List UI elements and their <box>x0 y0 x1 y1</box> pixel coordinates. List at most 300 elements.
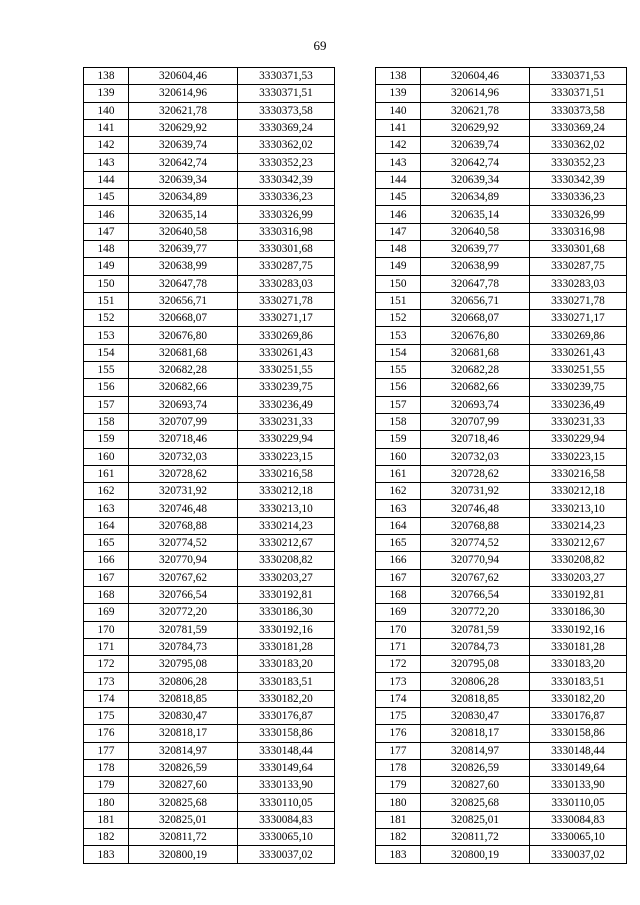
y-coordinate-cell: 3330133,90 <box>530 777 627 794</box>
table-row <box>84 621 335 638</box>
y-coordinate-cell: 3330362,02 <box>530 137 627 154</box>
y-coordinate-cell: 3330223,15 <box>238 448 335 465</box>
y-coordinate-cell: 3330261,43 <box>530 344 627 361</box>
point-number-cell: 173 <box>84 673 129 690</box>
y-coordinate-cell: 3330212,18 <box>238 483 335 500</box>
point-number-cell: 140 <box>84 102 129 119</box>
y-coordinate-cell: 3330212,67 <box>530 535 627 552</box>
point-number-cell: 158 <box>84 413 129 430</box>
table-row <box>376 327 627 344</box>
point-number-cell: 172 <box>376 656 421 673</box>
x-coordinate-cell: 320676,80 <box>421 327 530 344</box>
point-number-cell: 182 <box>376 829 421 846</box>
table-row <box>84 85 335 102</box>
x-coordinate-cell: 320772,20 <box>421 604 530 621</box>
point-number-cell: 152 <box>376 310 421 327</box>
x-coordinate-cell: 320634,89 <box>129 189 238 206</box>
table-row <box>376 621 627 638</box>
point-number-cell: 178 <box>84 759 129 776</box>
point-number-cell: 183 <box>376 846 421 863</box>
y-coordinate-cell: 3330037,02 <box>530 846 627 863</box>
x-coordinate-cell: 320811,72 <box>421 829 530 846</box>
x-coordinate-cell: 320639,34 <box>421 171 530 188</box>
point-number-cell: 142 <box>84 137 129 154</box>
y-coordinate-cell: 3330271,17 <box>238 310 335 327</box>
table-row <box>376 483 627 500</box>
point-number-cell: 147 <box>376 223 421 240</box>
point-number-cell: 173 <box>376 673 421 690</box>
y-coordinate-cell: 3330065,10 <box>238 829 335 846</box>
table-row <box>376 725 627 742</box>
point-number-cell: 176 <box>84 725 129 742</box>
point-number-cell: 139 <box>84 85 129 102</box>
table-row <box>84 189 335 206</box>
table-row <box>376 379 627 396</box>
table-row <box>376 396 627 413</box>
x-coordinate-cell: 320604,46 <box>129 68 238 85</box>
x-coordinate-cell: 320681,68 <box>421 344 530 361</box>
y-coordinate-cell: 3330239,75 <box>530 379 627 396</box>
x-coordinate-cell: 320629,92 <box>129 119 238 136</box>
x-coordinate-cell: 320642,74 <box>421 154 530 171</box>
x-coordinate-cell: 320682,66 <box>421 379 530 396</box>
y-coordinate-cell: 3330181,28 <box>238 638 335 655</box>
x-coordinate-cell: 320800,19 <box>421 846 530 863</box>
table-row <box>84 638 335 655</box>
table-row <box>376 448 627 465</box>
y-coordinate-cell: 3330271,78 <box>238 292 335 309</box>
x-coordinate-cell: 320731,92 <box>129 483 238 500</box>
table-row <box>376 569 627 586</box>
table-row <box>376 690 627 707</box>
x-coordinate-cell: 320676,80 <box>129 327 238 344</box>
y-coordinate-cell: 3330212,18 <box>530 483 627 500</box>
table-row <box>376 206 627 223</box>
table-row <box>84 240 335 257</box>
y-coordinate-cell: 3330287,75 <box>238 258 335 275</box>
y-coordinate-cell: 3330223,15 <box>530 448 627 465</box>
y-coordinate-cell: 3330149,64 <box>530 759 627 776</box>
x-coordinate-cell: 320825,68 <box>421 794 530 811</box>
table-row <box>84 690 335 707</box>
x-coordinate-cell: 320806,28 <box>129 673 238 690</box>
y-coordinate-cell: 3330229,94 <box>238 431 335 448</box>
point-number-cell: 145 <box>376 189 421 206</box>
x-coordinate-cell: 320768,88 <box>129 517 238 534</box>
y-coordinate-cell: 3330283,03 <box>238 275 335 292</box>
table-row <box>376 638 627 655</box>
table-row <box>84 431 335 448</box>
point-number-cell: 156 <box>376 379 421 396</box>
point-number-cell: 167 <box>376 569 421 586</box>
point-number-cell: 168 <box>376 586 421 603</box>
x-coordinate-cell: 320656,71 <box>129 292 238 309</box>
x-coordinate-cell: 320811,72 <box>129 829 238 846</box>
y-coordinate-cell: 3330342,39 <box>530 171 627 188</box>
point-number-cell: 166 <box>376 552 421 569</box>
x-coordinate-cell: 320635,14 <box>421 206 530 223</box>
point-number-cell: 174 <box>84 690 129 707</box>
x-coordinate-cell: 320772,20 <box>129 604 238 621</box>
y-coordinate-cell: 3330229,94 <box>530 431 627 448</box>
table-row <box>376 154 627 171</box>
y-coordinate-cell: 3330110,05 <box>238 794 335 811</box>
point-number-cell: 149 <box>376 258 421 275</box>
table-row <box>84 413 335 430</box>
x-coordinate-cell: 320614,96 <box>421 85 530 102</box>
table-row <box>84 535 335 552</box>
y-coordinate-cell: 3330352,23 <box>530 154 627 171</box>
x-coordinate-cell: 320638,99 <box>421 258 530 275</box>
point-number-cell: 144 <box>376 171 421 188</box>
table-row <box>84 137 335 154</box>
table-row <box>84 777 335 794</box>
y-coordinate-cell: 3330369,24 <box>238 119 335 136</box>
y-coordinate-cell: 3330192,81 <box>530 586 627 603</box>
x-coordinate-cell: 320693,74 <box>421 396 530 413</box>
point-number-cell: 174 <box>376 690 421 707</box>
point-number-cell: 159 <box>376 431 421 448</box>
point-number-cell: 155 <box>84 362 129 379</box>
x-coordinate-cell: 320830,47 <box>129 707 238 724</box>
x-coordinate-cell: 320826,59 <box>129 759 238 776</box>
y-coordinate-cell: 3330186,30 <box>530 604 627 621</box>
table-row <box>376 552 627 569</box>
point-number-cell: 139 <box>376 85 421 102</box>
table-row <box>84 829 335 846</box>
y-coordinate-cell: 3330084,83 <box>238 811 335 828</box>
x-coordinate-cell: 320681,68 <box>129 344 238 361</box>
y-coordinate-cell: 3330373,58 <box>238 102 335 119</box>
y-coordinate-cell: 3330148,44 <box>530 742 627 759</box>
table-row <box>84 604 335 621</box>
y-coordinate-cell: 3330269,86 <box>530 327 627 344</box>
x-coordinate-cell: 320767,62 <box>129 569 238 586</box>
x-coordinate-cell: 320621,78 <box>421 102 530 119</box>
x-coordinate-cell: 320668,07 <box>129 310 238 327</box>
coordinates-table-right <box>375 67 627 864</box>
point-number-cell: 159 <box>84 431 129 448</box>
x-coordinate-cell: 320668,07 <box>421 310 530 327</box>
table-row <box>376 85 627 102</box>
table-row <box>84 517 335 534</box>
y-coordinate-cell: 3330183,20 <box>238 656 335 673</box>
x-coordinate-cell: 320770,94 <box>421 552 530 569</box>
table-row <box>84 396 335 413</box>
point-number-cell: 141 <box>84 119 129 136</box>
point-number-cell: 157 <box>84 396 129 413</box>
table-row <box>84 327 335 344</box>
table-row <box>376 362 627 379</box>
table-row <box>376 275 627 292</box>
point-number-cell: 151 <box>376 292 421 309</box>
y-coordinate-cell: 3330208,82 <box>530 552 627 569</box>
point-number-cell: 172 <box>84 656 129 673</box>
x-coordinate-cell: 320814,97 <box>129 742 238 759</box>
x-coordinate-cell: 320639,74 <box>421 137 530 154</box>
y-coordinate-cell: 3330251,55 <box>530 362 627 379</box>
x-coordinate-cell: 320682,28 <box>129 362 238 379</box>
point-number-cell: 152 <box>84 310 129 327</box>
y-coordinate-cell: 3330133,90 <box>238 777 335 794</box>
y-coordinate-cell: 3330192,16 <box>530 621 627 638</box>
x-coordinate-cell: 320768,88 <box>421 517 530 534</box>
y-coordinate-cell: 3330371,51 <box>238 85 335 102</box>
x-coordinate-cell: 320639,77 <box>421 240 530 257</box>
table-row <box>376 119 627 136</box>
y-coordinate-cell: 3330037,02 <box>238 846 335 863</box>
table-row <box>376 794 627 811</box>
point-number-cell: 146 <box>376 206 421 223</box>
y-coordinate-cell: 3330065,10 <box>530 829 627 846</box>
table-row <box>84 154 335 171</box>
point-number-cell: 138 <box>84 68 129 85</box>
point-number-cell: 180 <box>84 794 129 811</box>
y-coordinate-cell: 3330216,58 <box>238 465 335 482</box>
y-coordinate-cell: 3330371,53 <box>530 68 627 85</box>
x-coordinate-cell: 320814,97 <box>421 742 530 759</box>
point-number-cell: 142 <box>376 137 421 154</box>
point-number-cell: 138 <box>376 68 421 85</box>
table-row <box>376 829 627 846</box>
y-coordinate-cell: 3330212,67 <box>238 535 335 552</box>
table-row <box>84 586 335 603</box>
x-coordinate-cell: 320746,48 <box>129 500 238 517</box>
y-coordinate-cell: 3330371,51 <box>530 85 627 102</box>
table-row <box>84 759 335 776</box>
x-coordinate-cell: 320766,54 <box>129 586 238 603</box>
x-coordinate-cell: 320825,01 <box>129 811 238 828</box>
table-row <box>84 569 335 586</box>
point-number-cell: 163 <box>376 500 421 517</box>
y-coordinate-cell: 3330301,68 <box>530 240 627 257</box>
table-row <box>84 742 335 759</box>
table-row <box>84 811 335 828</box>
table-row <box>376 240 627 257</box>
table-row <box>376 535 627 552</box>
point-number-cell: 169 <box>84 604 129 621</box>
point-number-cell: 143 <box>84 154 129 171</box>
table-row <box>376 742 627 759</box>
y-coordinate-cell: 3330192,81 <box>238 586 335 603</box>
x-coordinate-cell: 320732,03 <box>129 448 238 465</box>
x-coordinate-cell: 320818,17 <box>421 725 530 742</box>
y-coordinate-cell: 3330287,75 <box>530 258 627 275</box>
x-coordinate-cell: 320818,17 <box>129 725 238 742</box>
table-row <box>84 846 335 863</box>
point-number-cell: 145 <box>84 189 129 206</box>
table-row <box>84 119 335 136</box>
table-row <box>84 500 335 517</box>
table-row <box>376 413 627 430</box>
y-coordinate-cell: 3330316,98 <box>530 223 627 240</box>
y-coordinate-cell: 3330261,43 <box>238 344 335 361</box>
x-coordinate-cell: 320640,58 <box>129 223 238 240</box>
y-coordinate-cell: 3330084,83 <box>530 811 627 828</box>
table-row <box>376 811 627 828</box>
table-row <box>84 725 335 742</box>
x-coordinate-cell: 320827,60 <box>129 777 238 794</box>
y-coordinate-cell: 3330336,23 <box>530 189 627 206</box>
x-coordinate-cell: 320795,08 <box>421 656 530 673</box>
y-coordinate-cell: 3330283,03 <box>530 275 627 292</box>
table-row <box>84 794 335 811</box>
point-number-cell: 148 <box>84 240 129 257</box>
y-coordinate-cell: 3330158,86 <box>530 725 627 742</box>
x-coordinate-cell: 320784,73 <box>421 638 530 655</box>
point-number-cell: 154 <box>84 344 129 361</box>
y-coordinate-cell: 3330192,16 <box>238 621 335 638</box>
point-number-cell: 149 <box>84 258 129 275</box>
point-number-cell: 176 <box>376 725 421 742</box>
x-coordinate-cell: 320784,73 <box>129 638 238 655</box>
x-coordinate-cell: 320634,89 <box>421 189 530 206</box>
y-coordinate-cell: 3330183,51 <box>530 673 627 690</box>
x-coordinate-cell: 320818,85 <box>129 690 238 707</box>
point-number-cell: 153 <box>376 327 421 344</box>
y-coordinate-cell: 3330181,28 <box>530 638 627 655</box>
table-row <box>376 189 627 206</box>
table-row <box>376 500 627 517</box>
y-coordinate-cell: 3330231,33 <box>530 413 627 430</box>
x-coordinate-cell: 320639,34 <box>129 171 238 188</box>
point-number-cell: 150 <box>84 275 129 292</box>
y-coordinate-cell: 3330231,33 <box>238 413 335 430</box>
point-number-cell: 171 <box>376 638 421 655</box>
y-coordinate-cell: 3330316,98 <box>238 223 335 240</box>
x-coordinate-cell: 320639,74 <box>129 137 238 154</box>
x-coordinate-cell: 320781,59 <box>421 621 530 638</box>
table-row <box>376 656 627 673</box>
y-coordinate-cell: 3330236,49 <box>238 396 335 413</box>
x-coordinate-cell: 320647,78 <box>421 275 530 292</box>
x-coordinate-cell: 320774,52 <box>421 535 530 552</box>
point-number-cell: 161 <box>84 465 129 482</box>
y-coordinate-cell: 3330269,86 <box>238 327 335 344</box>
table-row <box>376 137 627 154</box>
point-number-cell: 165 <box>84 535 129 552</box>
table-row <box>84 344 335 361</box>
y-coordinate-cell: 3330182,20 <box>238 690 335 707</box>
point-number-cell: 182 <box>84 829 129 846</box>
y-coordinate-cell: 3330362,02 <box>238 137 335 154</box>
table-row <box>376 258 627 275</box>
table-row <box>84 448 335 465</box>
point-number-cell: 160 <box>84 448 129 465</box>
point-number-cell: 177 <box>84 742 129 759</box>
point-number-cell: 178 <box>376 759 421 776</box>
y-coordinate-cell: 3330326,99 <box>530 206 627 223</box>
table-row <box>84 656 335 673</box>
x-coordinate-cell: 320707,99 <box>421 413 530 430</box>
point-number-cell: 156 <box>84 379 129 396</box>
point-number-cell: 162 <box>84 483 129 500</box>
x-coordinate-cell: 320732,03 <box>421 448 530 465</box>
point-number-cell: 179 <box>84 777 129 794</box>
x-coordinate-cell: 320825,01 <box>421 811 530 828</box>
point-number-cell: 164 <box>84 517 129 534</box>
x-coordinate-cell: 320718,46 <box>129 431 238 448</box>
table-row <box>84 292 335 309</box>
x-coordinate-cell: 320638,99 <box>129 258 238 275</box>
y-coordinate-cell: 3330251,55 <box>238 362 335 379</box>
table-row <box>84 310 335 327</box>
table-row <box>84 206 335 223</box>
x-coordinate-cell: 320827,60 <box>421 777 530 794</box>
point-number-cell: 154 <box>376 344 421 361</box>
point-number-cell: 144 <box>84 171 129 188</box>
y-coordinate-cell: 3330216,58 <box>530 465 627 482</box>
point-number-cell: 164 <box>376 517 421 534</box>
table-row <box>376 344 627 361</box>
x-coordinate-cell: 320728,62 <box>421 465 530 482</box>
point-number-cell: 175 <box>84 707 129 724</box>
table-row <box>84 171 335 188</box>
x-coordinate-cell: 320656,71 <box>421 292 530 309</box>
table-row <box>376 673 627 690</box>
table-row <box>376 517 627 534</box>
point-number-cell: 158 <box>376 413 421 430</box>
y-coordinate-cell: 3330214,23 <box>238 517 335 534</box>
point-number-cell: 165 <box>376 535 421 552</box>
table-body-left <box>84 68 335 864</box>
y-coordinate-cell: 3330342,39 <box>238 171 335 188</box>
table-row <box>84 68 335 85</box>
point-number-cell: 150 <box>376 275 421 292</box>
table-row <box>376 777 627 794</box>
y-coordinate-cell: 3330158,86 <box>238 725 335 742</box>
y-coordinate-cell: 3330208,82 <box>238 552 335 569</box>
y-coordinate-cell: 3330373,58 <box>530 102 627 119</box>
x-coordinate-cell: 320818,85 <box>421 690 530 707</box>
table-row <box>84 223 335 240</box>
point-number-cell: 151 <box>84 292 129 309</box>
table-row <box>376 707 627 724</box>
x-coordinate-cell: 320718,46 <box>421 431 530 448</box>
table-row <box>376 223 627 240</box>
x-coordinate-cell: 320767,62 <box>421 569 530 586</box>
y-coordinate-cell: 3330236,49 <box>530 396 627 413</box>
table-row <box>376 465 627 482</box>
point-number-cell: 179 <box>376 777 421 794</box>
point-number-cell: 183 <box>84 846 129 863</box>
point-number-cell: 153 <box>84 327 129 344</box>
table-row <box>84 102 335 119</box>
point-number-cell: 170 <box>376 621 421 638</box>
x-coordinate-cell: 320693,74 <box>129 396 238 413</box>
x-coordinate-cell: 320604,46 <box>421 68 530 85</box>
x-coordinate-cell: 320614,96 <box>129 85 238 102</box>
point-number-cell: 155 <box>376 362 421 379</box>
x-coordinate-cell: 320766,54 <box>421 586 530 603</box>
x-coordinate-cell: 320682,28 <box>421 362 530 379</box>
x-coordinate-cell: 320629,92 <box>421 119 530 136</box>
table-row <box>84 552 335 569</box>
point-number-cell: 170 <box>84 621 129 638</box>
y-coordinate-cell: 3330369,24 <box>530 119 627 136</box>
y-coordinate-cell: 3330213,10 <box>238 500 335 517</box>
point-number-cell: 148 <box>376 240 421 257</box>
x-coordinate-cell: 320621,78 <box>129 102 238 119</box>
table-row <box>84 258 335 275</box>
point-number-cell: 180 <box>376 794 421 811</box>
y-coordinate-cell: 3330214,23 <box>530 517 627 534</box>
x-coordinate-cell: 320806,28 <box>421 673 530 690</box>
table-row <box>376 431 627 448</box>
x-coordinate-cell: 320642,74 <box>129 154 238 171</box>
y-coordinate-cell: 3330110,05 <box>530 794 627 811</box>
point-number-cell: 171 <box>84 638 129 655</box>
